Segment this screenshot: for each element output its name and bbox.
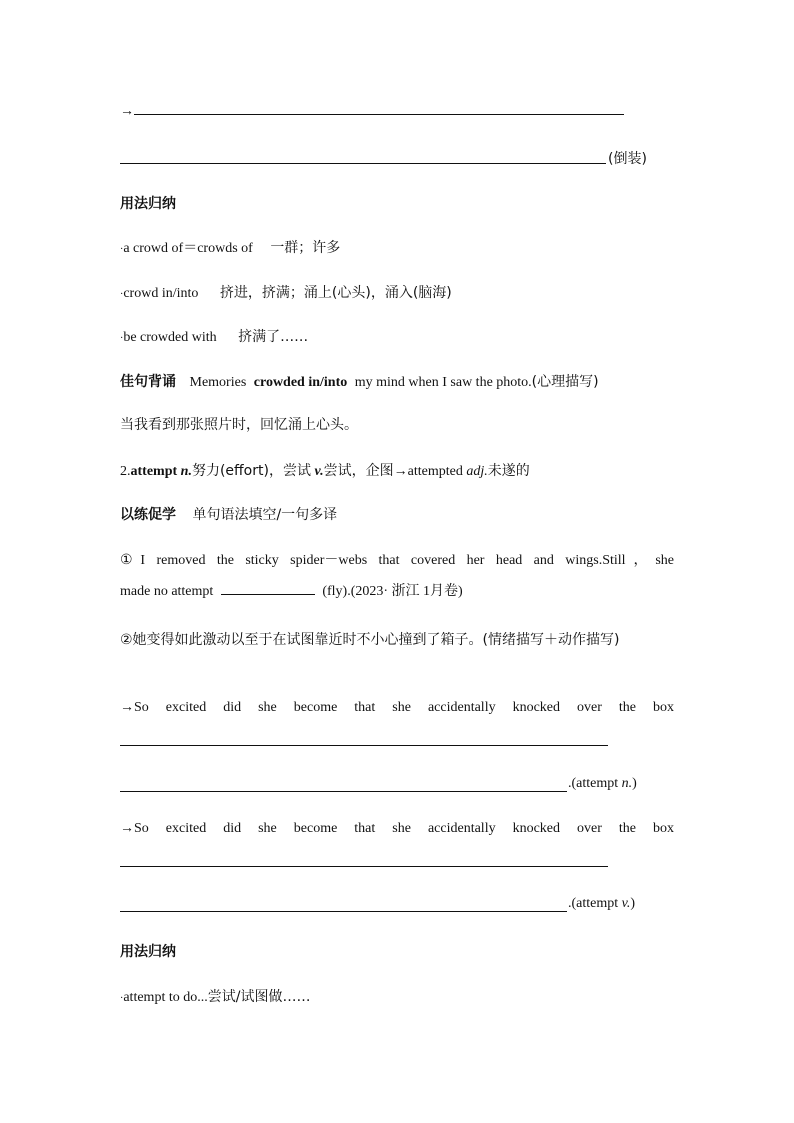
attempt-noun-tag: .(attempt n.) xyxy=(568,776,637,791)
usage-heading: 用法归纳 xyxy=(120,196,176,212)
answer-line-arrow xyxy=(120,104,624,120)
model-sentence: 佳句背诵 Memories crowded in/into my mind when I saw the photo.(心理描写) xyxy=(120,374,599,390)
answer-blank[interactable] xyxy=(120,163,606,164)
attempt-verb-tag: .(attempt v.) xyxy=(568,896,636,911)
answer-blank[interactable] xyxy=(120,911,567,912)
usage-item: ·a crowd of＝crowds of 一群；许多 xyxy=(120,240,341,256)
model-translation: 当我看到那张照片时，回忆涌上心头。 xyxy=(120,417,358,433)
usage-item: ·attempt to do...尝试/试图做…… xyxy=(120,989,311,1005)
usage-heading: 用法归纳 xyxy=(120,944,176,960)
usage-item: ·crowd in/into 挤进，挤满；涌上(心头)，涌入(脑海) xyxy=(120,285,452,301)
practice-heading: 以练促学 单句语法填空/一句多译 xyxy=(120,507,338,523)
translation-line: →So excited did she become that she accidentally knocked over the box xyxy=(120,821,674,836)
translation-line: →So excited did she become that she accidentally knocked over the box xyxy=(120,700,674,715)
question-1-blank-line: made no attempt (fly).(2023· 浙江 1月卷) xyxy=(120,584,463,599)
arrow-icon: → xyxy=(120,104,134,119)
inversion-note: (倒装) xyxy=(608,151,647,167)
answer-blank[interactable] xyxy=(120,745,608,746)
answer-blank[interactable] xyxy=(120,866,608,867)
question-1-line: ①I removed the sticky spider－webs that covered her head and wings.Still，she xyxy=(120,553,674,568)
usage-item: ·be crowded with 挤满了…… xyxy=(120,329,309,345)
answer-blank[interactable] xyxy=(134,113,624,115)
question-2-prompt: ②她变得如此激动以至于在试图靠近时不小心撞到了箱子。(情绪描写＋动作描写) xyxy=(120,632,620,648)
fill-blank[interactable] xyxy=(221,593,315,595)
answer-blank[interactable] xyxy=(120,791,567,792)
vocab-entry-attempt: 2.attempt n.努力(effort)，尝试 v.尝试，企图→attempted adj.未遂的 xyxy=(120,463,530,479)
